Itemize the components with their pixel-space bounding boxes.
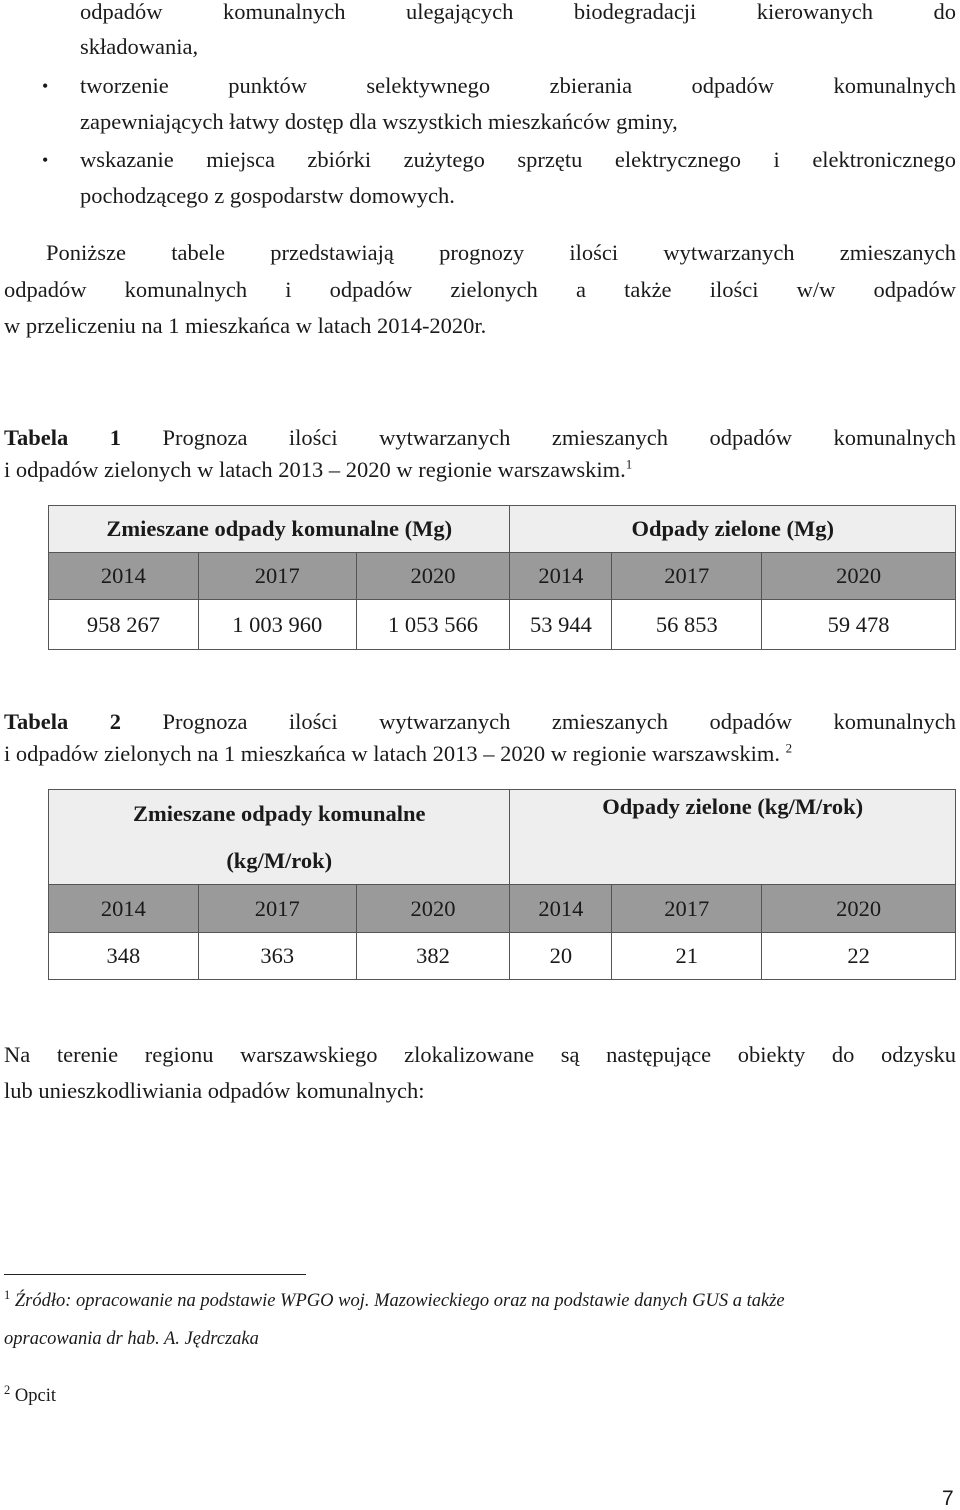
footnote-1 (4, 1288, 785, 1314)
table-1-group-header-mixed-waste: Zmieszane odpady komunalne (Mg) (49, 506, 510, 553)
table-2-caption-text-2: i odpadów zielonych na 1 mieszkańca w latach 2013 – 2020 w regionie warszawskim. (4, 741, 781, 766)
table-1-year-cell: 2020 (356, 553, 510, 600)
footnote-2 (4, 1383, 56, 1409)
table-1-year-cell: 2014 (510, 553, 612, 600)
table-2-group-header-mixed-waste-line-1: Zmieszane odpady komunalne (132, 801, 426, 826)
table-1-year-cell: 2017 (612, 553, 762, 600)
bullet-item-2-line-1: wskazanie miejsca zbiórki zużytego sprzętu elektrycznego i elektronicznego (80, 147, 956, 172)
table-2-year-cell: 2017 (612, 885, 762, 933)
table-1-caption-label: Tabela 1 (4, 425, 121, 450)
table-2-value-cell: 382 (356, 933, 510, 980)
table-2-year-cell: 2014 (49, 885, 199, 933)
bullet-item-1-line-1: tworzenie punktów selektywnego zbierania odpadów komunalnych (80, 73, 956, 98)
table-2-caption-label: Tabela 2 (4, 709, 121, 734)
table-1-value-cell: 56 853 (612, 600, 762, 650)
table-2-year-cell: 2017 (198, 885, 356, 933)
table-2-group-header-green-waste: Odpady zielone (kg/M/rok) (510, 790, 956, 885)
table-2-value-cell: 363 (198, 933, 356, 980)
table-1 (48, 505, 956, 650)
bullet-icon: • (42, 150, 49, 170)
table-1-value-cell: 1 003 960 (198, 600, 356, 650)
table-1-value-cell: 958 267 (49, 600, 199, 650)
bullet-icon: • (42, 76, 49, 96)
table-2-group-header-row (49, 790, 956, 885)
table-2-year-cell: 2020 (356, 885, 510, 933)
table-1-group-header-row (49, 506, 956, 553)
table-2-group-header-mixed-waste-line-2: (kg/M/rok) (226, 848, 333, 873)
closing-paragraph-line-2: lub unieszkodliwiania odpadów komunalnych: (4, 1078, 425, 1103)
table-2-value-cell: 22 (762, 933, 956, 980)
table-1-year-cell: 2014 (49, 553, 199, 600)
intro-paragraph-line-3: w przeliczeniu na 1 mieszkańca w latach 2014-2020r. (4, 313, 487, 338)
table-2-value-cell: 20 (510, 933, 612, 980)
page-number: 7 (942, 1487, 954, 1510)
table-1-year-cell: 2017 (198, 553, 356, 600)
table-1-year-cell: 2020 (762, 553, 956, 600)
table-2-year-cell: 2020 (762, 885, 956, 933)
bullet-item-1-line-2: zapewniających łatwy dostęp dla wszystkich mieszkańców gminy, (80, 109, 678, 134)
footnote-separator (4, 1274, 306, 1275)
footnote-2-number: 2 (4, 1382, 11, 1397)
table-1-value-cell: 59 478 (762, 600, 956, 650)
table-2-caption-line-1 (4, 707, 956, 737)
footnote-ref-1[interactable]: 1 (625, 456, 633, 472)
closing-paragraph-line-1: Na terenie regionu warszawskiego zlokalizowane są następujące obiekty do odzysku (4, 1042, 956, 1067)
table-1-caption-line-1 (4, 423, 956, 453)
table-2-year-cell: 2014 (510, 885, 612, 933)
list-continuation-line-1: odpadów komunalnych ulegających biodegradacji kierowanych do (80, 0, 956, 24)
intro-paragraph-line-1: Poniższe tabele przedstawiają prognozy ilości wytwarzanych zmieszanych (46, 240, 956, 265)
table-1-years-row (49, 553, 956, 600)
table-2-caption-line-2 (4, 739, 792, 769)
list-continuation-line-2: składowania, (80, 34, 199, 59)
table-2-value-cell: 21 (612, 933, 762, 980)
table-2-caption-text: Prognoza ilości wytwarzanych zmieszanych odpadów komunalnych (162, 709, 956, 734)
table-1-value-cell: 1 053 566 (356, 600, 510, 650)
footnote-1-text-2: opracowania dr hab. A. Jędrczaka (4, 1329, 259, 1349)
table-2-values-row (49, 933, 956, 980)
footnote-2-text: Opcit (14, 1386, 56, 1406)
bullet-item-2-line-2: pochodzącego z gospodarstw domowych. (80, 183, 455, 208)
footnote-ref-2[interactable]: 2 (785, 740, 793, 756)
table-1-value-cell: 53 944 (510, 600, 612, 650)
table-2-value-cell: 348 (49, 933, 199, 980)
footnote-1-number: 1 (4, 1287, 11, 1302)
table-2 (48, 789, 956, 980)
table-1-values-row (49, 600, 956, 650)
table-2-years-row (49, 885, 956, 933)
footnote-1-continuation (4, 1326, 259, 1352)
table-1-caption-line-2 (4, 455, 632, 485)
footnote-1-text: Źródło: opracowanie na podstawie WPGO woj. Mazowieckiego oraz na podstawie danych GUS a także (14, 1291, 785, 1311)
table-1-caption-text: Prognoza ilości wytwarzanych zmieszanych odpadów komunalnych (162, 425, 956, 450)
table-1-group-header-green-waste: Odpady zielone (Mg) (510, 506, 956, 553)
table-1-caption-text-2: i odpadów zielonych w latach 2013 – 2020 w regionie warszawskim. (4, 457, 626, 482)
table-2-group-header-mixed-waste (49, 790, 510, 885)
intro-paragraph-line-2: odpadów komunalnych i odpadów zielonych a także ilości w/w odpadów (4, 277, 956, 302)
